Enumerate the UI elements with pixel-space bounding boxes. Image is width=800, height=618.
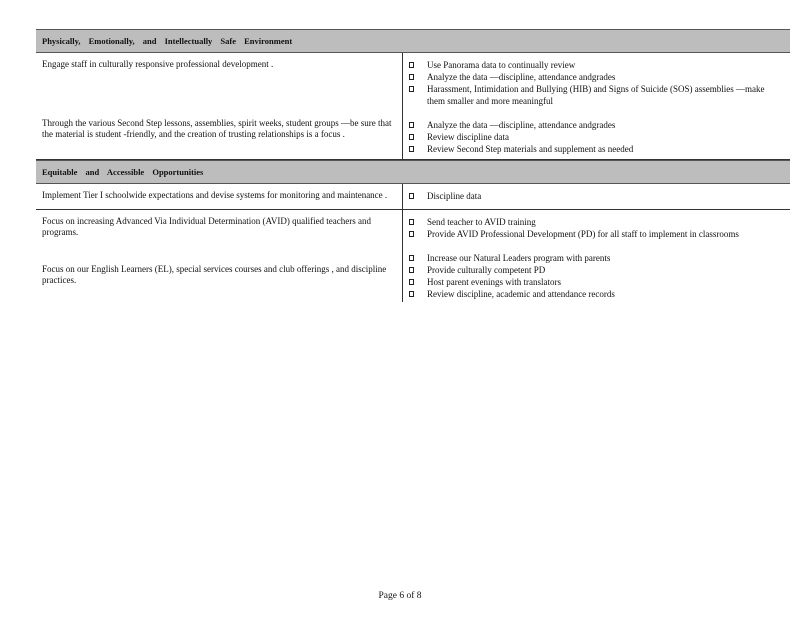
action-cell (402, 184, 790, 209)
table-row (36, 53, 790, 160)
section-heading: Equitable and Accessible Opportunities (36, 160, 790, 184)
bullet-icon (409, 279, 414, 285)
list-item-text: Send teacher to AVID training (427, 217, 536, 227)
action-list (409, 252, 782, 300)
action-list (409, 216, 782, 240)
strategy-cell (36, 184, 402, 209)
bullet-icon (409, 255, 414, 261)
bullet-icon (409, 62, 414, 68)
list-item (409, 131, 782, 143)
list-item (409, 71, 782, 83)
bullet-icon (409, 122, 414, 128)
action-list (409, 119, 782, 155)
action-cell (402, 53, 790, 159)
strategy-text: Through the various Second Step lessons, assemblies, spirit weeks, student groups —be sure that the material is student -friendly, and the creation of trusting relationships is a focus . (42, 118, 392, 139)
list-item (409, 119, 782, 131)
strategy-text: Engage staff in culturally responsive professional development . (42, 59, 274, 69)
strategy-text: Focus on our English Learners (EL), special services courses and club offerings , and discipline practices. (42, 264, 387, 285)
list-item-text: Discipline data (427, 191, 482, 201)
list-item (409, 288, 782, 300)
bullet-icon (409, 146, 414, 152)
list-item (409, 264, 782, 276)
list-item-text: Analyze the data —discipline, attendance andgrades (427, 72, 616, 82)
list-item-text: Harassment, Intimidation and Bullying (HIB) and Signs of Suicide (SOS) assemblies —make them smaller and more meaningful (427, 84, 765, 106)
action-list (409, 190, 782, 202)
list-item (409, 276, 782, 288)
list-item-text: Host parent evenings with translators (427, 277, 561, 287)
list-item-text: Use Panorama data to continually review (427, 60, 576, 70)
page-number: Page 6 of 8 (378, 591, 422, 601)
table-row (36, 184, 790, 210)
bullet-icon (409, 134, 414, 140)
table-row (36, 210, 790, 302)
list-item (409, 59, 782, 71)
strategy-text: Implement Tier I schoolwide expectations and devise systems for monitoring and maintenance . (42, 190, 388, 200)
bullet-icon (409, 231, 414, 237)
list-item (409, 143, 782, 155)
strategy-cell (36, 210, 402, 302)
list-item-text: Analyze the data —discipline, attendance andgrades (427, 120, 616, 130)
section-heading: Physically, Emotionally, and Intellectually Safe Environment (36, 29, 790, 53)
list-item (409, 216, 782, 228)
list-item-text: Increase our Natural Leaders program with parents (427, 253, 611, 263)
list-item-text: Provide culturally competent PD (427, 265, 546, 275)
list-item-text: Review discipline data (427, 132, 509, 142)
bullet-icon (409, 193, 414, 199)
strategy-text: Focus on increasing Advanced Via Individual Determination (AVID) qualified teachers and programs. (42, 216, 372, 237)
list-item (409, 83, 782, 107)
list-item-text: Provide AVID Professional Development (PD) for all staff to implement in classrooms (427, 229, 739, 239)
action-list (409, 59, 782, 107)
plan-table (36, 29, 790, 302)
list-item-text: Review discipline, academic and attendance records (427, 289, 615, 299)
list-item (409, 190, 782, 202)
bullet-icon (409, 219, 414, 225)
bullet-icon (409, 74, 414, 80)
list-item (409, 252, 782, 264)
bullet-icon (409, 267, 414, 273)
list-item-text: Review Second Step materials and supplement as needed (427, 144, 634, 154)
list-item (409, 228, 782, 240)
action-cell (402, 210, 790, 302)
bullet-icon (409, 291, 414, 297)
strategy-cell (36, 53, 402, 159)
bullet-icon (409, 86, 414, 92)
